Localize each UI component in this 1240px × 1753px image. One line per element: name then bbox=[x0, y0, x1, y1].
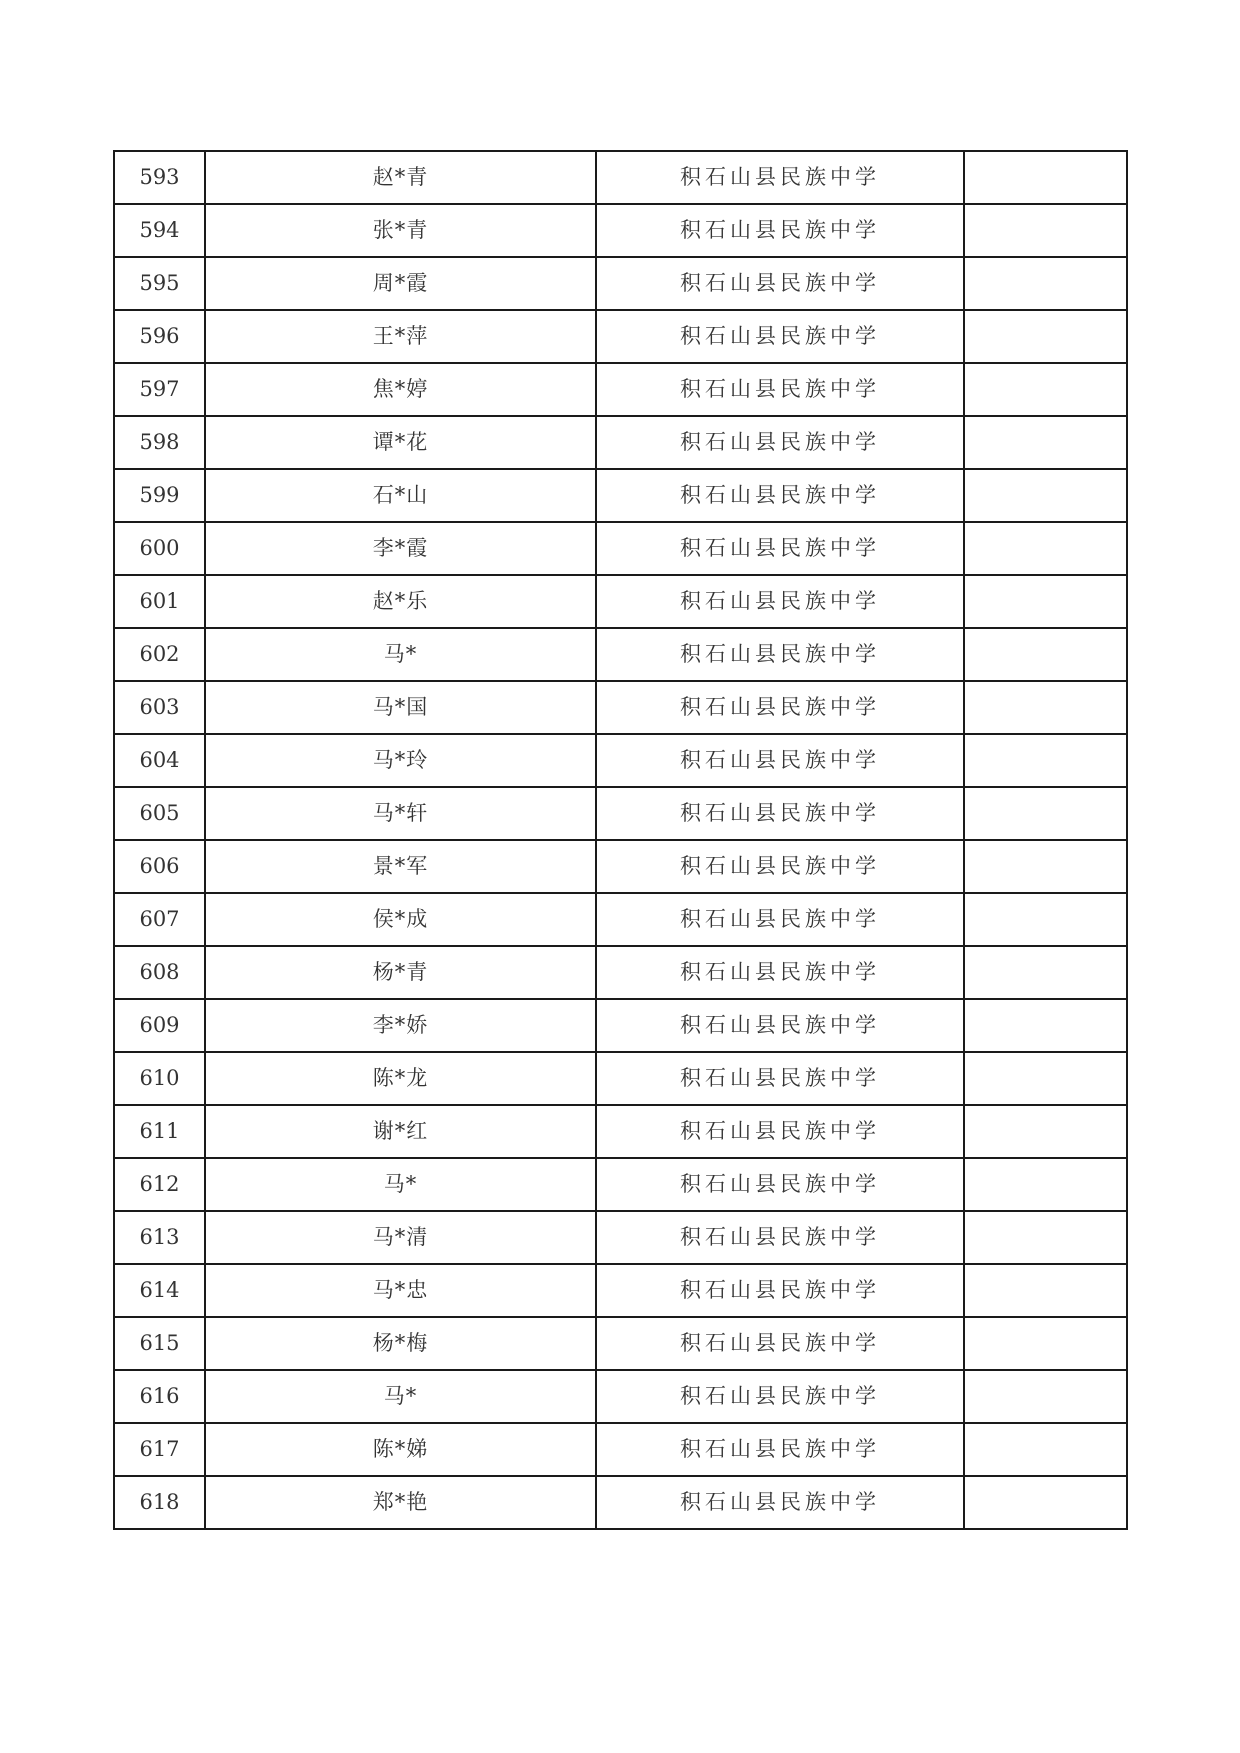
note-cell bbox=[964, 1264, 1127, 1317]
table-row bbox=[114, 1211, 1127, 1264]
name-cell: 侯*成 bbox=[205, 893, 596, 946]
note-cell bbox=[964, 151, 1127, 204]
table-row bbox=[114, 840, 1127, 893]
row-number-cell: 593 bbox=[114, 151, 205, 204]
school-cell: 积石山县民族中学 bbox=[596, 840, 964, 893]
name-cell: 陈*娣 bbox=[205, 1423, 596, 1476]
name-cell: 马*玲 bbox=[205, 734, 596, 787]
table-row bbox=[114, 787, 1127, 840]
row-number-cell: 618 bbox=[114, 1476, 205, 1529]
table-row bbox=[114, 1052, 1127, 1105]
name-cell: 陈*龙 bbox=[205, 1052, 596, 1105]
row-number-cell: 612 bbox=[114, 1158, 205, 1211]
name-cell: 马* bbox=[205, 1158, 596, 1211]
school-cell: 积石山县民族中学 bbox=[596, 363, 964, 416]
table-row bbox=[114, 946, 1127, 999]
name-cell: 赵*乐 bbox=[205, 575, 596, 628]
table-row bbox=[114, 310, 1127, 363]
name-cell: 李*霞 bbox=[205, 522, 596, 575]
table-row bbox=[114, 1158, 1127, 1211]
roster-table bbox=[113, 150, 1128, 1530]
row-number-cell: 597 bbox=[114, 363, 205, 416]
table-row bbox=[114, 363, 1127, 416]
school-cell: 积石山县民族中学 bbox=[596, 310, 964, 363]
table-row bbox=[114, 575, 1127, 628]
school-cell: 积石山县民族中学 bbox=[596, 681, 964, 734]
name-cell: 王*萍 bbox=[205, 310, 596, 363]
name-cell: 杨*梅 bbox=[205, 1317, 596, 1370]
name-cell: 李*娇 bbox=[205, 999, 596, 1052]
table-row bbox=[114, 204, 1127, 257]
table-row bbox=[114, 151, 1127, 204]
school-cell: 积石山县民族中学 bbox=[596, 204, 964, 257]
note-cell bbox=[964, 1105, 1127, 1158]
table-row bbox=[114, 1370, 1127, 1423]
school-cell: 积石山县民族中学 bbox=[596, 575, 964, 628]
row-number-cell: 610 bbox=[114, 1052, 205, 1105]
table-row bbox=[114, 1105, 1127, 1158]
roster-table-body bbox=[114, 151, 1127, 1529]
school-cell: 积石山县民族中学 bbox=[596, 1476, 964, 1529]
row-number-cell: 606 bbox=[114, 840, 205, 893]
row-number-cell: 599 bbox=[114, 469, 205, 522]
row-number-cell: 613 bbox=[114, 1211, 205, 1264]
school-cell: 积石山县民族中学 bbox=[596, 1317, 964, 1370]
school-cell: 积石山县民族中学 bbox=[596, 416, 964, 469]
note-cell bbox=[964, 946, 1127, 999]
table-row bbox=[114, 999, 1127, 1052]
table-row bbox=[114, 522, 1127, 575]
table-row bbox=[114, 1423, 1127, 1476]
school-cell: 积石山县民族中学 bbox=[596, 1052, 964, 1105]
note-cell bbox=[964, 1052, 1127, 1105]
row-number-cell: 596 bbox=[114, 310, 205, 363]
note-cell bbox=[964, 522, 1127, 575]
school-cell: 积石山县民族中学 bbox=[596, 151, 964, 204]
table-row bbox=[114, 257, 1127, 310]
name-cell: 马*国 bbox=[205, 681, 596, 734]
name-cell: 杨*青 bbox=[205, 946, 596, 999]
name-cell: 焦*婷 bbox=[205, 363, 596, 416]
school-cell: 积石山县民族中学 bbox=[596, 893, 964, 946]
name-cell: 赵*青 bbox=[205, 151, 596, 204]
row-number-cell: 604 bbox=[114, 734, 205, 787]
table-row bbox=[114, 734, 1127, 787]
table-row bbox=[114, 1476, 1127, 1529]
note-cell bbox=[964, 1158, 1127, 1211]
note-cell bbox=[964, 1317, 1127, 1370]
note-cell bbox=[964, 575, 1127, 628]
row-number-cell: 594 bbox=[114, 204, 205, 257]
note-cell bbox=[964, 1476, 1127, 1529]
school-cell: 积石山县民族中学 bbox=[596, 628, 964, 681]
name-cell: 谭*花 bbox=[205, 416, 596, 469]
table-row bbox=[114, 628, 1127, 681]
school-cell: 积石山县民族中学 bbox=[596, 999, 964, 1052]
table-row bbox=[114, 1317, 1127, 1370]
school-cell: 积石山县民族中学 bbox=[596, 946, 964, 999]
row-number-cell: 607 bbox=[114, 893, 205, 946]
name-cell: 马*忠 bbox=[205, 1264, 596, 1317]
row-number-cell: 601 bbox=[114, 575, 205, 628]
name-cell: 郑*艳 bbox=[205, 1476, 596, 1529]
school-cell: 积石山县民族中学 bbox=[596, 522, 964, 575]
row-number-cell: 602 bbox=[114, 628, 205, 681]
table-row bbox=[114, 469, 1127, 522]
row-number-cell: 605 bbox=[114, 787, 205, 840]
school-cell: 积石山县民族中学 bbox=[596, 1423, 964, 1476]
name-cell: 周*霞 bbox=[205, 257, 596, 310]
name-cell: 马*轩 bbox=[205, 787, 596, 840]
note-cell bbox=[964, 893, 1127, 946]
note-cell bbox=[964, 1211, 1127, 1264]
row-number-cell: 608 bbox=[114, 946, 205, 999]
note-cell bbox=[964, 416, 1127, 469]
school-cell: 积石山县民族中学 bbox=[596, 1264, 964, 1317]
table-row bbox=[114, 893, 1127, 946]
name-cell: 景*军 bbox=[205, 840, 596, 893]
note-cell bbox=[964, 734, 1127, 787]
note-cell bbox=[964, 787, 1127, 840]
school-cell: 积石山县民族中学 bbox=[596, 1370, 964, 1423]
note-cell bbox=[964, 1370, 1127, 1423]
school-cell: 积石山县民族中学 bbox=[596, 1105, 964, 1158]
table-row bbox=[114, 1264, 1127, 1317]
name-cell: 马*清 bbox=[205, 1211, 596, 1264]
row-number-cell: 609 bbox=[114, 999, 205, 1052]
school-cell: 积石山县民族中学 bbox=[596, 787, 964, 840]
note-cell bbox=[964, 1423, 1127, 1476]
school-cell: 积石山县民族中学 bbox=[596, 469, 964, 522]
note-cell bbox=[964, 257, 1127, 310]
note-cell bbox=[964, 363, 1127, 416]
table-row bbox=[114, 416, 1127, 469]
name-cell: 谢*红 bbox=[205, 1105, 596, 1158]
note-cell bbox=[964, 469, 1127, 522]
row-number-cell: 598 bbox=[114, 416, 205, 469]
note-cell bbox=[964, 628, 1127, 681]
row-number-cell: 611 bbox=[114, 1105, 205, 1158]
name-cell: 马* bbox=[205, 1370, 596, 1423]
row-number-cell: 617 bbox=[114, 1423, 205, 1476]
row-number-cell: 615 bbox=[114, 1317, 205, 1370]
name-cell: 马* bbox=[205, 628, 596, 681]
row-number-cell: 600 bbox=[114, 522, 205, 575]
school-cell: 积石山县民族中学 bbox=[596, 1211, 964, 1264]
school-cell: 积石山县民族中学 bbox=[596, 257, 964, 310]
row-number-cell: 595 bbox=[114, 257, 205, 310]
row-number-cell: 616 bbox=[114, 1370, 205, 1423]
name-cell: 石*山 bbox=[205, 469, 596, 522]
row-number-cell: 614 bbox=[114, 1264, 205, 1317]
table-row bbox=[114, 681, 1127, 734]
row-number-cell: 603 bbox=[114, 681, 205, 734]
note-cell bbox=[964, 204, 1127, 257]
note-cell bbox=[964, 310, 1127, 363]
name-cell: 张*青 bbox=[205, 204, 596, 257]
note-cell bbox=[964, 681, 1127, 734]
school-cell: 积石山县民族中学 bbox=[596, 734, 964, 787]
note-cell bbox=[964, 999, 1127, 1052]
note-cell bbox=[964, 840, 1127, 893]
school-cell: 积石山县民族中学 bbox=[596, 1158, 964, 1211]
